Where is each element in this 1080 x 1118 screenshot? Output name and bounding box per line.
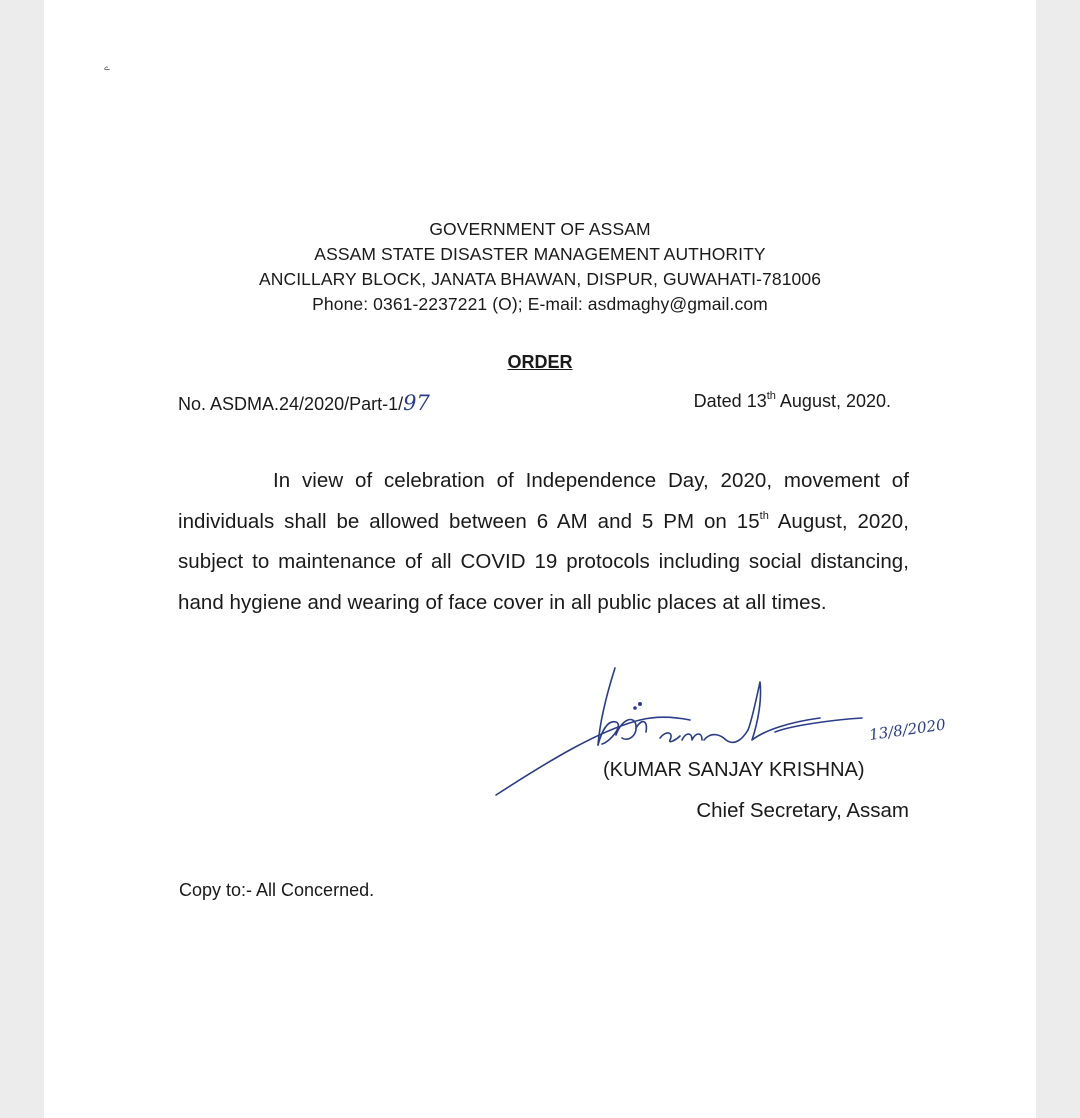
- order-title: ORDER: [507, 352, 573, 372]
- signatory-name: (KUMAR SANJAY KRISHNA): [603, 759, 865, 781]
- order-body-part2: August, 2020, subject to maintenance of all COVID 19 protocols including social distancing, hand hygiene and wearing of face cover in all public places at all times.: [178, 509, 910, 614]
- order-body-ordinal: th: [759, 509, 769, 522]
- letterhead-authority: ASSAM STATE DISASTER MANAGEMENT AUTHORITY: [314, 244, 766, 264]
- letterhead-contact: Phone: 0361-2237221 (O); E-mail: asdmaghy@gmail.com: [312, 294, 768, 314]
- scan-mark: ے: [104, 62, 110, 73]
- page-edge-left: [0, 0, 44, 1118]
- letterhead: [0, 217, 1080, 317]
- order-body-part1: In view of celebration of Independence Day, 2020, movement of individuals shall be allowed between 6 AM and 5 PM on 15: [178, 469, 909, 533]
- order-date-prefix: Dated 13: [693, 391, 767, 411]
- signature-date: 13/8/2020: [868, 715, 947, 744]
- reference-number: [178, 391, 430, 415]
- signatory-title: Chief Secretary, Assam: [696, 799, 909, 822]
- order-date-ordinal: th: [766, 390, 776, 402]
- reference-number-prefix: No. ASDMA.24/2020/Part-1/: [178, 394, 404, 414]
- reference-number-handwritten: 97: [403, 391, 430, 415]
- letterhead-government: GOVERNMENT OF ASSAM: [429, 219, 651, 239]
- letterhead-address: ANCILLARY BLOCK, JANATA BHAWAN, DISPUR, GUWAHATI-781006: [258, 269, 822, 289]
- page-edge-right: [1036, 0, 1080, 1118]
- order-date: [694, 391, 891, 412]
- order-date-rest: August, 2020.: [775, 391, 891, 411]
- copy-to: Copy to:- All Concerned.: [179, 880, 375, 900]
- order-body: [178, 461, 909, 623]
